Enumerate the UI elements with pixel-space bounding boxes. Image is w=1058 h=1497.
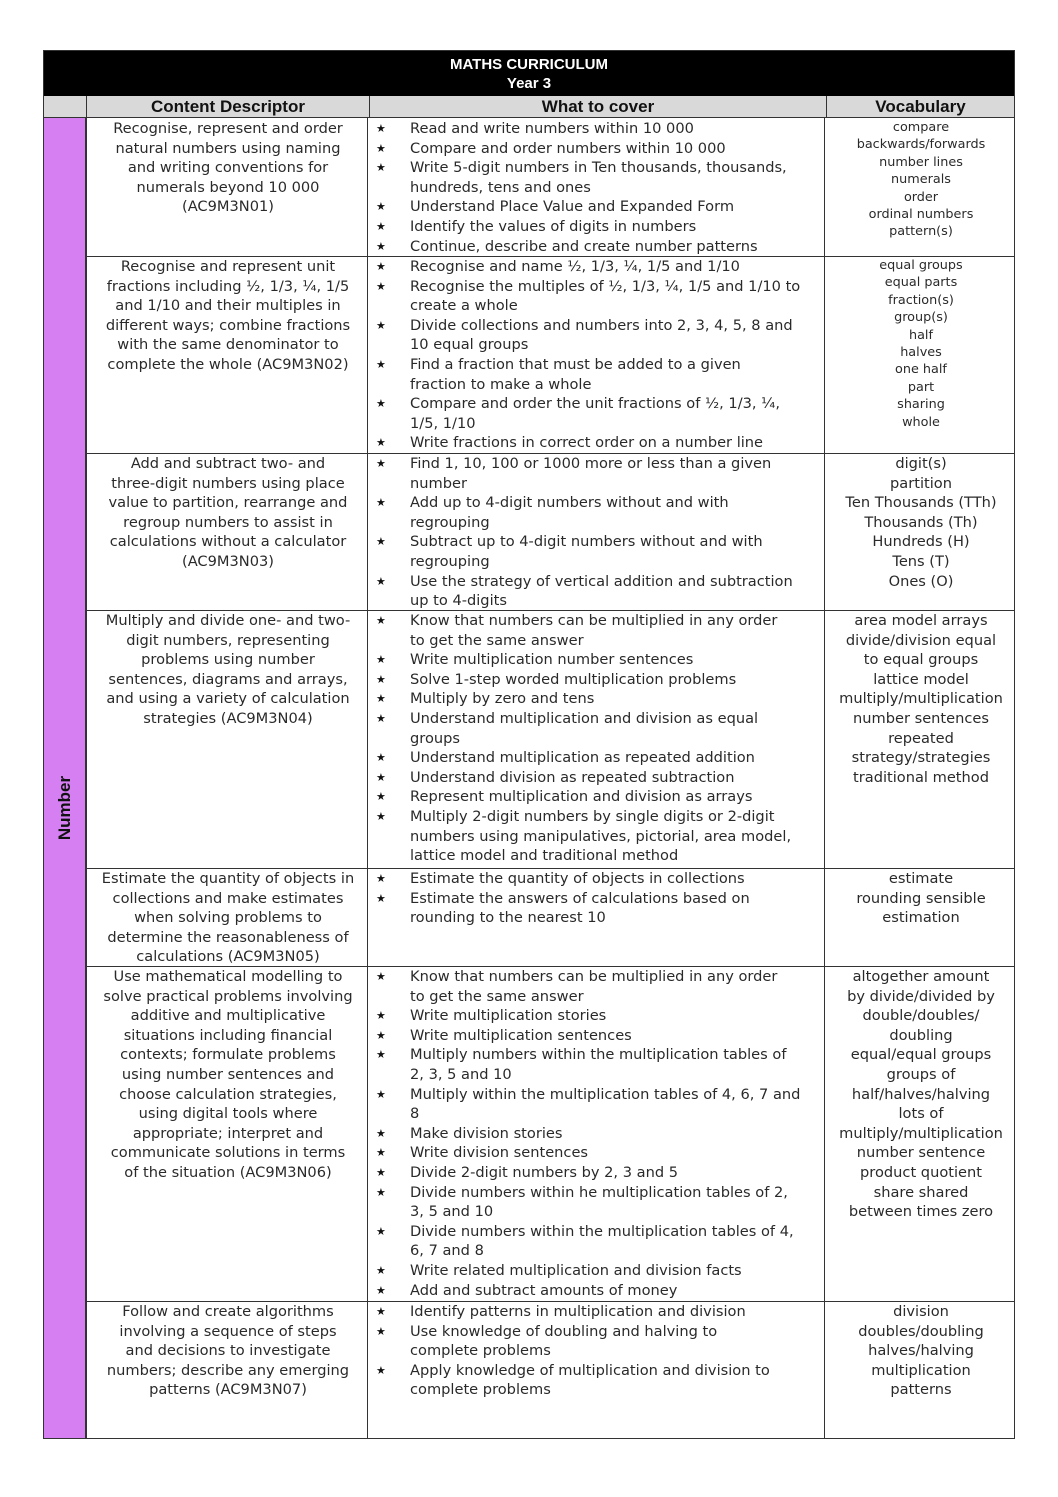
descriptor-line: (AC9M3N01)	[182, 198, 274, 216]
vocabulary-term: number lines	[879, 154, 963, 170]
cover-item-line: Make division stories	[410, 1124, 563, 1142]
cover-item-line: create a whole	[410, 297, 518, 315]
cover-item	[369, 709, 824, 748]
descriptor-line: complete the whole (AC9M3N02)	[107, 355, 349, 373]
cover-item-line: regrouping	[410, 513, 490, 531]
vocabulary-term: Thousands (Th)	[864, 513, 978, 531]
descriptor-line: situations including financial	[123, 1026, 333, 1044]
star-icon: ★	[376, 397, 386, 411]
cover-item-line: Know that numbers can be multiplied in any order	[410, 968, 778, 985]
descriptor-line: and 1/10 and their multiples in	[115, 297, 341, 315]
cover-item-line: groups	[410, 729, 460, 747]
star-icon: ★	[376, 122, 386, 135]
cover-item	[369, 1124, 824, 1144]
vocabulary-term: divide/division equal	[845, 631, 997, 649]
star-icon: ★	[376, 1324, 386, 1338]
cover-item-line: up to 4-digits	[410, 592, 507, 610]
star-icon: ★	[376, 457, 386, 470]
cover-item	[369, 1261, 824, 1281]
cover-item	[369, 807, 824, 866]
star-icon: ★	[376, 614, 386, 627]
content-descriptor	[88, 1302, 368, 1400]
vocabulary-term: product quotient	[860, 1163, 982, 1181]
star-icon: ★	[376, 891, 386, 905]
star-icon: ★	[376, 1146, 386, 1160]
cover-list	[369, 119, 824, 256]
cover-item-line: Divide numbers within the multiplication tables of 4,	[410, 1222, 794, 1240]
star-icon: ★	[376, 1283, 386, 1297]
cover-item	[369, 611, 824, 650]
vocabulary-term: partition	[890, 474, 952, 492]
cover-item	[369, 967, 824, 1006]
cover-item	[369, 689, 824, 709]
vocabulary-term: double/doubles/	[862, 1007, 980, 1025]
vocabulary-term: traditional method	[853, 768, 989, 786]
cover-item	[369, 355, 824, 394]
cover-item-line: Write fractions in correct order on a number line	[410, 434, 764, 452]
vocabulary-term: one half	[895, 362, 947, 378]
star-icon: ★	[376, 1263, 386, 1277]
star-icon: ★	[376, 790, 386, 804]
star-icon: ★	[376, 1165, 386, 1179]
cover-item-line: Use knowledge of doubling and halving to	[410, 1322, 718, 1340]
vocabulary-term: area model arrays	[854, 612, 988, 629]
star-icon: ★	[376, 872, 386, 885]
cover-item-line: Compare and order the unit fractions of ½, 1/3, ¼,	[410, 395, 780, 413]
descriptor-line: patterns (AC9M3N07)	[149, 1381, 307, 1399]
cover-item	[369, 197, 824, 217]
descriptor-line: regroup numbers to assist in	[123, 513, 333, 531]
page-title: MATHS CURRICULUM	[449, 56, 609, 73]
cover-item-line: Estimate the answers of calculations based on	[410, 889, 750, 907]
cover-item-line: Multiply 2-digit numbers by single digits or 2-digit	[410, 807, 775, 825]
descriptor-line: Recognise and represent unit	[120, 258, 336, 275]
star-icon: ★	[376, 1185, 386, 1199]
cover-item-line: Understand Place Value and Expanded Form	[410, 198, 735, 216]
cover-item-line: Multiply within the multiplication tables of 4, 6, 7 and	[410, 1085, 801, 1103]
cover-item-line: Use the strategy of vertical addition and subtraction	[410, 572, 793, 590]
content-descriptor	[88, 119, 368, 217]
cover-item-line: Write 5-digit numbers in Ten thousands, thousands,	[410, 159, 787, 177]
vocabulary-term: number sentences	[853, 709, 989, 727]
descriptor-line: different ways; combine fractions	[105, 316, 351, 334]
cover-item	[369, 277, 824, 316]
star-icon: ★	[376, 1028, 386, 1042]
descriptor-line: calculations (AC9M3N05)	[136, 948, 320, 966]
vocabulary-term: half/halves/halving	[851, 1085, 991, 1103]
cover-item-line: complete problems	[410, 1342, 551, 1360]
cover-item-line: Estimate the quantity of objects in collections	[410, 870, 745, 887]
vocabulary-term: half	[908, 327, 933, 343]
cover-item	[369, 1006, 824, 1026]
descriptor-line: digit numbers, representing	[126, 631, 330, 649]
cover-item-line: hundreds, tens and ones	[410, 178, 591, 196]
vocabulary-term: repeated	[888, 729, 954, 747]
descriptor-line: using digital tools where	[138, 1105, 318, 1123]
vocabulary-term: groups of	[886, 1065, 956, 1083]
cover-item-line: rounding to the nearest 10	[410, 909, 606, 927]
descriptor-line: three-digit numbers using place	[111, 474, 345, 492]
cover-item	[369, 869, 824, 889]
vocabulary-term: rounding sensible	[856, 889, 986, 907]
cover-item	[369, 1281, 824, 1301]
cover-item	[369, 1222, 824, 1261]
star-icon: ★	[376, 357, 386, 371]
cover-item-line: 3, 5 and 10	[410, 1203, 494, 1221]
cover-item-line: Write related multiplication and division facts	[410, 1261, 742, 1279]
descriptor-line: when solving problems to	[134, 909, 322, 927]
cover-item	[369, 217, 824, 237]
cover-item	[369, 1322, 824, 1361]
strand-cell	[44, 118, 86, 1438]
row-divider	[86, 868, 1014, 869]
vocabulary-term: ordinal numbers	[868, 207, 974, 223]
vocabulary-term: equal parts	[884, 275, 958, 291]
descriptor-line: natural numbers using naming	[115, 139, 341, 157]
cover-item-line: regrouping	[410, 552, 490, 570]
descriptor-line: of the situation (AC9M3N06)	[124, 1163, 332, 1181]
row-divider	[86, 966, 1014, 967]
star-icon: ★	[376, 1087, 386, 1101]
curriculum-sheet	[43, 50, 1015, 1439]
descriptor-line: problems using number	[141, 651, 315, 669]
cover-list	[369, 611, 824, 866]
cover-item	[369, 493, 824, 532]
descriptor-line: calculations without a calculator	[109, 533, 347, 551]
star-icon: ★	[376, 260, 386, 273]
cover-list	[369, 967, 824, 1300]
cover-item	[369, 394, 824, 433]
descriptor-line: determine the reasonableness of	[107, 928, 349, 946]
cover-item-line: lattice model and traditional method	[410, 847, 679, 865]
descriptor-line: Follow and create algorithms	[122, 1303, 334, 1320]
cover-item	[369, 889, 824, 928]
vocabulary-term: doubling	[889, 1026, 953, 1044]
vocabulary-term: numerals	[891, 172, 951, 188]
descriptor-line: and writing conventions for	[127, 159, 329, 177]
content-descriptor	[88, 257, 368, 375]
cover-item-line: Recognise the multiples of ½, 1/3, ¼, 1/5 and 1/10 to	[410, 277, 801, 295]
cover-item-line: Subtract up to 4-digit numbers without and with	[410, 533, 763, 551]
star-icon: ★	[376, 653, 386, 667]
vocabulary-term: doubles/doubling	[858, 1322, 984, 1340]
descriptor-line: numbers; describe any emerging	[106, 1361, 350, 1379]
cover-list	[369, 454, 824, 611]
row-divider	[86, 1301, 1014, 1302]
cover-item-line: fraction to make a whole	[410, 375, 592, 393]
descriptor-line: additive and multiplicative	[130, 1007, 326, 1025]
vocabulary-term: halves/halving	[868, 1342, 974, 1360]
cover-item-line: 2, 3, 5 and 10	[410, 1065, 512, 1083]
descriptor-line: collections and make estimates	[112, 889, 344, 907]
star-icon: ★	[376, 1126, 386, 1140]
star-icon: ★	[376, 436, 386, 450]
descriptor-line: contexts; formulate problems	[120, 1046, 336, 1064]
cover-item-line: Understand multiplication as repeated addition	[410, 749, 755, 767]
cover-item-line: Continue, describe and create number patterns	[410, 237, 758, 255]
header-vocabulary: Vocabulary	[826, 96, 1014, 118]
row-divider	[86, 453, 1014, 454]
vocabulary-term: to equal groups	[863, 651, 979, 669]
cover-item	[369, 119, 824, 139]
star-icon: ★	[376, 141, 386, 155]
cover-item-line: Identify the values of digits in numbers	[410, 217, 697, 235]
vocabulary-cell	[826, 1302, 1016, 1400]
header-blank-cell	[44, 96, 86, 118]
cover-item-line: Write multiplication number sentences	[410, 651, 694, 669]
star-icon: ★	[376, 574, 386, 588]
descriptor-line: value to partition, rearrange and	[108, 494, 348, 512]
vocabulary-term: estimation	[882, 909, 960, 927]
vocabulary-term: Hundreds (H)	[872, 533, 970, 551]
vocabulary-cell	[826, 119, 1016, 241]
star-icon: ★	[376, 219, 386, 233]
star-icon: ★	[376, 809, 386, 823]
cover-item	[369, 670, 824, 690]
vocabulary-term: patterns	[890, 1381, 952, 1399]
star-icon: ★	[376, 279, 386, 293]
cover-item-line: Find 1, 10, 100 or 1000 more or less than a given	[410, 455, 772, 472]
descriptor-line: (AC9M3N03)	[182, 552, 274, 570]
descriptor-line: appropriate; interpret and	[132, 1124, 324, 1142]
cover-item-line: Know that numbers can be multiplied in any order	[410, 612, 778, 629]
cover-item	[369, 454, 824, 493]
cover-item	[369, 433, 824, 453]
star-icon: ★	[376, 318, 386, 332]
cover-item	[369, 257, 824, 277]
star-icon: ★	[376, 672, 386, 686]
cover-item-line: Find a fraction that must be added to a given	[410, 355, 741, 373]
star-icon: ★	[376, 161, 386, 175]
cover-item	[369, 139, 824, 159]
cover-item	[369, 1085, 824, 1124]
cover-item-line: 8	[410, 1105, 420, 1123]
vocabulary-cell	[826, 611, 1016, 787]
vocabulary-term: order	[903, 189, 939, 205]
descriptor-line: Estimate the quantity of objects in	[101, 870, 355, 887]
cover-item-line: Represent multiplication and division as arrays	[410, 788, 753, 806]
vocabulary-term: altogether amount	[852, 968, 990, 985]
content-descriptor	[88, 967, 368, 1183]
cover-item	[369, 1163, 824, 1183]
descriptor-line: choose calculation strategies,	[119, 1085, 337, 1103]
vocabulary-term: fraction(s)	[888, 292, 954, 308]
vocabulary-term: Ten Thousands (TTh)	[845, 494, 997, 512]
vocabulary-term: strategy/strategies	[851, 749, 991, 767]
cover-item-line: Understand division as repeated subtraction	[410, 768, 735, 786]
star-icon: ★	[376, 1009, 386, 1023]
vocabulary-term: group(s)	[894, 310, 948, 326]
descriptor-line: and using a variety of calculation	[106, 690, 350, 708]
descriptor-line: communicate solutions in terms	[110, 1144, 346, 1162]
cover-item	[369, 748, 824, 768]
vocabulary-term: equal/equal groups	[850, 1046, 992, 1064]
vocabulary-term: between times zero	[848, 1203, 994, 1221]
cover-item-line: to get the same answer	[410, 987, 584, 1005]
cover-item-line: number	[410, 474, 467, 492]
vocabulary-term: Ones (O)	[888, 572, 954, 590]
cover-item-line: complete problems	[410, 1381, 551, 1399]
vocabulary-term: multiply/multiplication	[839, 690, 1003, 708]
content-descriptor	[88, 454, 368, 572]
row-divider	[86, 256, 1014, 257]
cover-item-line: Write multiplication stories	[410, 1007, 607, 1025]
cover-item-line: 6, 7 and 8	[410, 1242, 484, 1260]
cover-item-line: Divide collections and numbers into 2, 3, 4, 5, 8 and	[410, 316, 793, 334]
vocabulary-term: multiplication	[871, 1361, 971, 1379]
descriptor-line: solve practical problems involving	[103, 987, 353, 1005]
cover-item	[369, 1361, 824, 1400]
vocabulary-term: estimate	[888, 870, 954, 887]
star-icon: ★	[376, 200, 386, 214]
cover-item	[369, 158, 824, 197]
descriptor-line: with the same denominator to	[117, 336, 339, 354]
star-icon: ★	[376, 770, 386, 784]
cover-item	[369, 650, 824, 670]
star-icon: ★	[376, 1363, 386, 1377]
star-icon: ★	[376, 1305, 386, 1318]
row-divider	[86, 610, 1014, 611]
cover-item	[369, 316, 824, 355]
descriptor-line: sentences, diagrams and arrays,	[108, 670, 348, 688]
header-content-descriptor: Content Descriptor	[86, 96, 369, 118]
vocabulary-cell	[826, 869, 1016, 928]
cover-item	[369, 1045, 824, 1084]
star-icon: ★	[376, 535, 386, 549]
descriptor-line: and decisions to investigate	[125, 1342, 331, 1360]
cover-item-line: Add up to 4-digit numbers without and with	[410, 494, 729, 512]
header-what-to-cover: What to cover	[369, 96, 826, 118]
cover-item-line: Identify patterns in multiplication and division	[410, 1303, 746, 1320]
descriptor-line: Add and subtract two- and	[130, 455, 326, 472]
vocabulary-term: halves	[900, 345, 942, 361]
descriptor-line: involving a sequence of steps	[119, 1322, 337, 1340]
cover-item	[369, 787, 824, 807]
cover-item-line: Divide numbers within he multiplication tables of 2,	[410, 1183, 788, 1201]
descriptor-line: fractions including ½, 1/3, ¼, 1/5	[106, 277, 350, 295]
column-header-row	[44, 96, 1014, 118]
vocabulary-term: sharing	[897, 397, 945, 413]
cover-item-line: Multiply by zero and tens	[410, 690, 595, 708]
star-icon: ★	[376, 239, 386, 253]
star-icon: ★	[376, 1048, 386, 1062]
cover-item-line: Add and subtract amounts of money	[410, 1281, 678, 1299]
cover-item-line: Write division sentences	[410, 1144, 589, 1162]
cover-item-line: Divide 2-digit numbers by 2, 3 and 5	[410, 1163, 679, 1181]
descriptor-line: strategies (AC9M3N04)	[143, 709, 313, 727]
vocabulary-term: whole	[902, 414, 940, 430]
cover-item	[369, 572, 824, 611]
star-icon: ★	[376, 496, 386, 510]
vocabulary-term: part	[907, 379, 935, 395]
column-divider	[86, 118, 87, 1438]
cover-item-line: to get the same answer	[410, 631, 584, 649]
cover-item	[369, 768, 824, 788]
column-divider	[824, 118, 825, 1438]
star-icon: ★	[376, 751, 386, 765]
cover-item-line: Multiply numbers within the multiplication tables of	[410, 1046, 787, 1064]
vocabulary-term: pattern(s)	[889, 224, 953, 240]
vocabulary-cell	[826, 454, 1016, 591]
content-descriptor	[88, 869, 368, 967]
cover-item	[369, 532, 824, 571]
vocabulary-cell	[826, 257, 1016, 431]
cover-item-line: Understand multiplication and division as equal	[410, 709, 759, 727]
cover-item-line: numbers using manipulatives, pictorial, area model,	[410, 827, 792, 845]
cover-item-line: Read and write numbers within 10 000	[410, 120, 694, 137]
vocabulary-term: multiply/multiplication	[839, 1124, 1003, 1142]
cover-item-line: Compare and order numbers within 10 000	[410, 139, 726, 157]
cover-item-line: Solve 1-step worded multiplication problems	[410, 670, 737, 688]
cover-item-line: 10 equal groups	[410, 336, 529, 354]
vocabulary-term: backwards/forwards	[856, 137, 986, 153]
vocabulary-term: lots of	[898, 1105, 944, 1123]
cover-item	[369, 1302, 824, 1322]
star-icon: ★	[376, 711, 386, 725]
vocabulary-cell	[826, 967, 1016, 1222]
descriptor-line: numerals beyond 10 000	[136, 178, 320, 196]
vocabulary-term: Tens (T)	[892, 552, 950, 570]
descriptor-line: Multiply and divide one- and two-	[105, 612, 351, 629]
cover-item-line: 1/5, 1/10	[410, 414, 476, 432]
title-band	[44, 51, 1014, 96]
descriptor-line: Recognise, represent and order	[113, 120, 343, 137]
star-icon: ★	[376, 970, 386, 983]
vocabulary-term: share shared	[873, 1183, 969, 1201]
descriptor-line: Use mathematical modelling to	[113, 968, 343, 985]
cover-item-line: Recognise and name ½, 1/3, ¼, 1/5 and 1/10	[410, 258, 740, 275]
cover-item	[369, 237, 824, 257]
cover-list	[369, 257, 824, 453]
cover-item	[369, 1143, 824, 1163]
cover-item-line: Apply knowledge of multiplication and division to	[410, 1361, 770, 1379]
vocabulary-term: digit(s)	[895, 455, 947, 472]
vocabulary-term: lattice model	[873, 670, 969, 688]
vocabulary-term: compare	[892, 120, 950, 135]
vocabulary-term: number sentence	[856, 1144, 986, 1162]
star-icon: ★	[376, 1224, 386, 1238]
cover-item	[369, 1026, 824, 1046]
cover-list	[369, 1302, 824, 1400]
star-icon: ★	[376, 692, 386, 706]
vocabulary-term: division	[893, 1303, 949, 1320]
strand-label: Number	[55, 775, 74, 841]
cover-item	[369, 1183, 824, 1222]
descriptor-line: using number sentences and	[121, 1065, 335, 1083]
year-label: Year 3	[506, 75, 552, 92]
cover-item-line: Write multiplication sentences	[410, 1026, 632, 1044]
vocabulary-term: by divide/divided by	[847, 987, 995, 1005]
cover-list	[369, 869, 824, 928]
content-descriptor	[88, 611, 368, 729]
vocabulary-term: equal groups	[879, 258, 963, 273]
